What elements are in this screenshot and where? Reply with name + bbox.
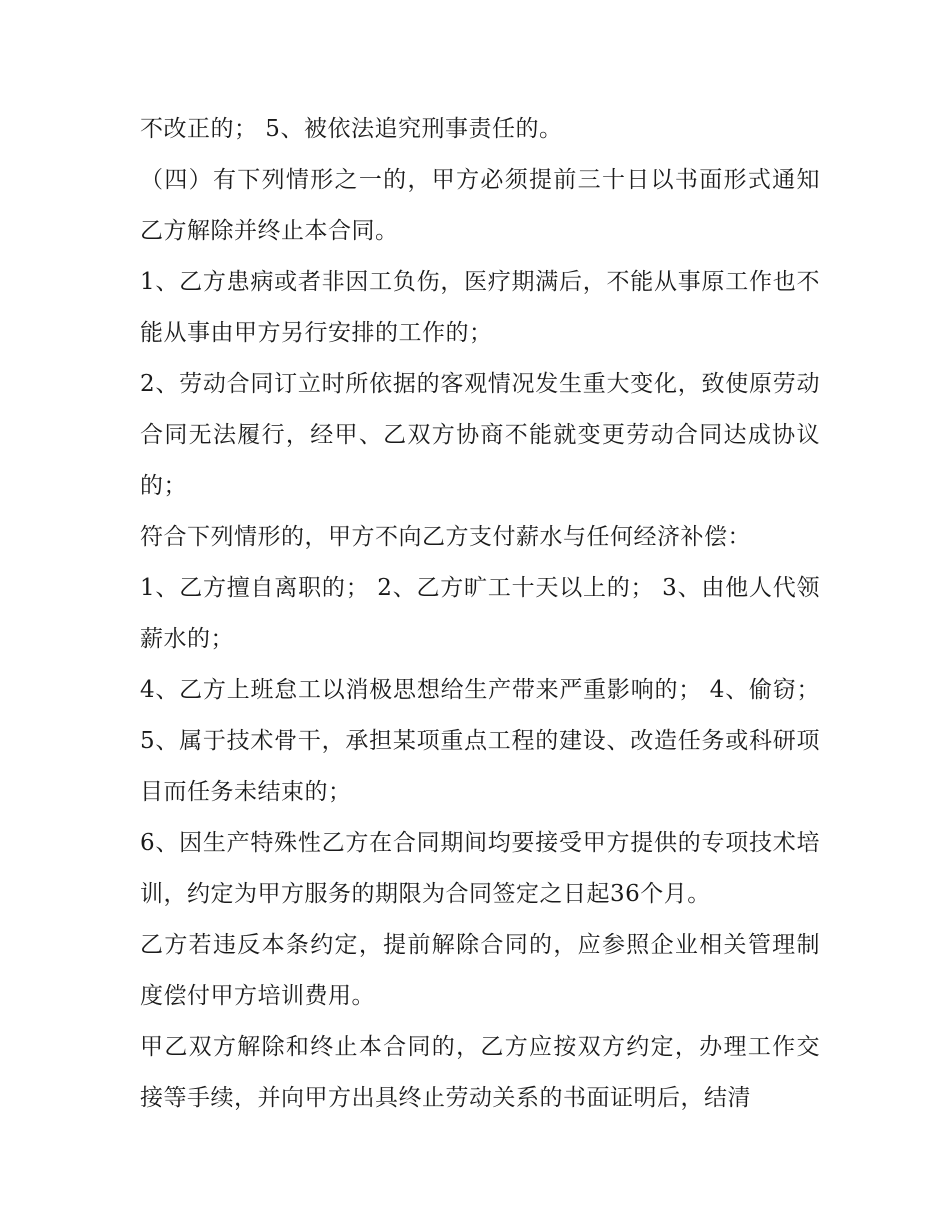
paragraph-3: 1、乙方患病或者非因工负伤，医疗期满后，不能从事原工作也不能从事由甲方另行安排的工作的； (140, 269, 820, 346)
paragraph-4: 2、劳动合同订立时所依据的客观情况发生重大变化，致使原劳动合同无法履行，经甲、乙双方协商不能就变更劳动合同达成协议的； (140, 371, 820, 499)
paragraph-2: （四）有下列情形之一的，甲方必须提前三十日以书面形式通知乙方解除并终止本合同。 (140, 167, 820, 244)
paragraph-8: 6、因生产特殊性乙方在合同期间均要接受甲方提供的专项技术培训，约定为甲方服务的期限为合同签定之日起36个月。 (140, 830, 820, 907)
paragraph-10: 甲乙双方解除和终止本合同的，乙方应按双方约定，办理工作交接等手续，并向甲方出具终止劳动关系的书面证明后，结清 (140, 1034, 820, 1111)
paragraph-7: 4、乙方上班怠工以消极思想给生产带来严重影响的； 4、偷窃； 5、属于技术骨干，承担某项重点工程的建设、改造任务或科研项目而任务未结束的； (140, 677, 820, 805)
document-body (140, 104, 820, 1124)
paragraph-9: 乙方若违反本条约定，提前解除合同的，应参照企业相关管理制度偿付甲方培训费用。 (140, 932, 820, 1009)
paragraph-5: 符合下列情形的，甲方不向乙方支付薪水与任何经济补偿： (140, 524, 751, 550)
paragraph-6: 1、乙方擅自离职的； 2、乙方旷工十天以上的； 3、由他人代领薪水的； (140, 575, 820, 652)
paragraph-1: 不改正的； 5、被依法追究刑事责任的。 (140, 116, 563, 142)
